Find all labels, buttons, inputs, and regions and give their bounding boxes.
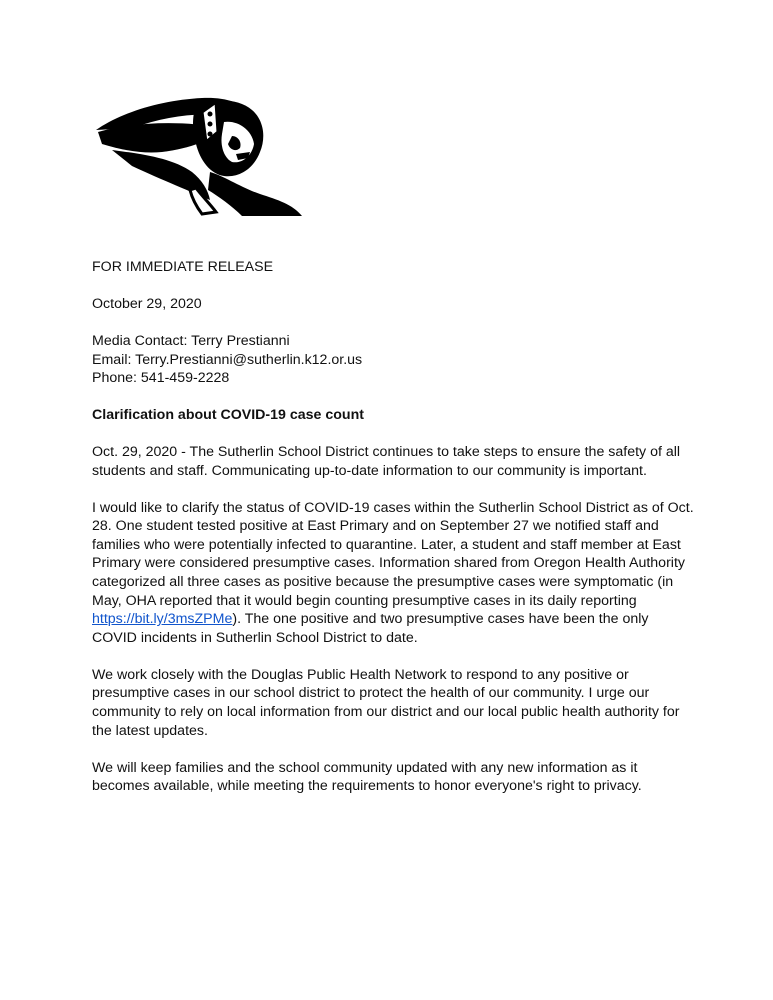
paragraph-2-line: COVID incidents in Sutherlin School District to date. [92, 629, 418, 646]
paragraph-3-line: the latest updates. [92, 722, 208, 739]
contact-phone: Phone: 541-459-2228 [92, 370, 230, 387]
paragraph-2-line: families who were potentially infected to quarantine. Later, a student and staff member at East [92, 536, 681, 553]
paragraph-4-line: We will keep families and the school community updated with any new information as it [92, 759, 638, 776]
paragraph-3 [92, 666, 702, 740]
paragraph-4 [92, 759, 702, 796]
paragraph-2-line-with-link [92, 610, 702, 629]
paragraph-4-line: becomes available, while meeting the requirements to honor everyone's right to privacy. [92, 778, 642, 795]
press-release-body [92, 258, 702, 796]
contact-block [92, 332, 702, 388]
paragraph-3-line: We work closely with the Douglas Public Health Network to respond to any positive or [92, 666, 629, 683]
bulldog-mascot-logo-icon [92, 92, 304, 216]
paragraph-1 [92, 443, 702, 480]
paragraph-1-line: students and staff. Communicating up-to-date information to our community is important. [92, 462, 647, 479]
release-title: Clarification about COVID-19 case count [92, 407, 364, 424]
paragraph-2-line: 28. One student tested positive at East Primary and on September 27 we notified staff and [92, 518, 659, 535]
paragraph-3-line: presumptive cases in our school district to protect the health of our community. I urge our [92, 685, 650, 702]
bitly-link[interactable]: https://bit.ly/3msZPMe [92, 611, 233, 628]
paragraph-3-line: community to rely on local information from our district and our local public health authority for [92, 704, 680, 721]
paragraph-2 [92, 499, 702, 648]
paragraph-1-line: Oct. 29, 2020 - The Sutherlin School District continues to take steps to ensure the safety of all [92, 444, 681, 461]
media-contact: Media Contact: Terry Prestianni [92, 332, 290, 349]
paragraph-2-line: Primary were considered presumptive cases. Information shared from Oregon Health Authority [92, 555, 685, 572]
paragraph-2-line: May, OHA reported that it would begin counting presumptive cases in its daily reporting [92, 592, 637, 609]
paragraph-2-line-tail: ). The one positive and two presumptive cases have been the only [232, 611, 649, 628]
paragraph-2-line: categorized all three cases as positive because the presumptive cases were symptomatic (in [92, 574, 674, 591]
paragraph-2-line: I would like to clarify the status of COVID-19 cases within the Sutherlin School District as of Oct. [92, 499, 694, 516]
release-header: FOR IMMEDIATE RELEASE [92, 259, 274, 275]
contact-email: Email: Terry.Prestianni@sutherlin.k12.or.us [92, 351, 363, 368]
release-date: October 29, 2020 [92, 295, 202, 312]
